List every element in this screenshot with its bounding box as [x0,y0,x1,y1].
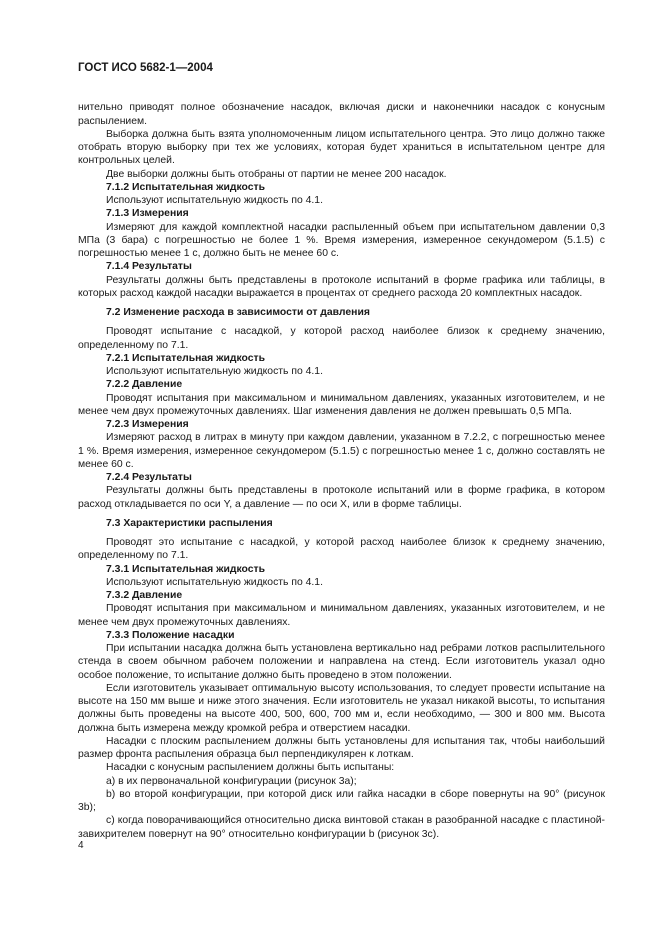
document-header: ГОСТ ИСО 5682-1—2004 [78,62,213,74]
subsection-heading: 7.3.3 Положение насадки [106,629,235,641]
subsection-heading: 7.2.3 Измерения [106,419,189,430]
subsection-heading: 7.3.2 Давление [106,590,183,601]
paragraph: Проводят испытание с насадкой, у которой расход наиболее близок к среднему значению, определенному по 7.1. [78,326,605,351]
paragraph: Результаты должны быть представлены в протоколе испытаний или в форме графика, в котором расход откладывается по оси Y, а давление — по оси X, или в форме таблицы. [78,485,605,510]
paragraph: нительно приводят полное обозначение насадок, включая диски и наконечники насадок с конусным распылением. [78,102,605,127]
page-number: 4 [78,840,84,851]
paragraph: При испытании насадка должна быть установлена вертикально над ребрами лотков распылительного стенда в своем обычном рабочем положении и направлена на стенд. Если изготовитель указал одно особое положение, то испытание должно быть проведено в этом положении. [78,643,605,681]
document-body [78,101,605,841]
paragraph: Используют испытательную жидкость по 4.1. [106,366,323,377]
subsection-heading: 7.1.4 Результаты [106,261,192,273]
paragraph: Насадки с конусным распылением должны быть испытаны: [106,762,395,774]
paragraph: b) во второй конфигурации, при которой диск или гайка насадки в сборе повернуты на 90° (рисунок 3b); [78,788,605,813]
subsection-heading: 7.2.2 Давление [106,379,183,391]
paragraph: Используют испытательную жидкость по 4.1. [106,576,323,588]
subsection-heading: 7.2.1 Испытательная жидкость [106,352,265,364]
paragraph: Используют испытательную жидкость по 4.1. [106,195,323,206]
document-page [78,62,605,841]
paragraph: Выборка должна быть взята уполномоченным лицом испытательного центра. Это лицо должно также отобрать вторую выборку при тех же условиях, которая будет храниться в испытательном центре для контрольных целей. [78,128,605,167]
paragraph: Измеряют для каждой комплектной насадки распыленный объем при испытательном давлении 0,3 МПа (3 бара) с погрешностью не более 1 %. Время измерения, измеренное секундомером (5.1.5) с погрешностью менее 1 с, должно быть не менее 60 с. [78,221,605,259]
paragraph: Если изготовитель указывает оптимальную высоту использования, то следует провести испытание на высоте на 150 мм выше и ниже этого значения. Если изготовитель не указал никакой высоты, то испытания должны быть проведены на высоте 400, 500, 600, 700 мм и, если необходимо, — 300 и 800 мм. Высота должна быть измерена между кромкой ребра и отверстием насадки. [78,682,605,734]
paragraph: Проводят испытания при максимальном и минимальном давлениях, указанных изготовителем, и не менее чем двух промежуточных давлениях. [78,603,605,628]
paragraph: Измеряют расход в литрах в минуту при каждом давлении, указанном в 7.2.2, с погрешностью менее 1 %. Время измерения, измеренное секундомером (5.1.5) с погрешностью менее 1 с, должно составлять не менее 60 с. [78,432,605,470]
paragraph: Две выборки должны быть отобраны от партии не менее 200 насадок. [106,168,447,180]
section-heading: 7.2 Изменение расхода в зависимости от давления [106,307,370,318]
paragraph: c) когда поворачивающийся относительно диска винтовой стакан в разобранной насадке с пластиной-завихрителем повернут на 90° относительно конфигурации b (рисунок 3c). [78,815,605,840]
paragraph: a) в их первоначальной конфигурации (рисунок 3а); [106,775,357,787]
subsection-heading: 7.2.4 Результаты [106,472,192,483]
section-heading: 7.3 Характеристики распыления [106,517,273,529]
paragraph: Результаты должны быть представлены в протоколе испытаний в форме графика или таблицы, в которых расход каждой насадки выражается в процентах от среднего расхода 20 комплектных насадок. [78,274,605,299]
subsection-heading: 7.1.3 Измерения [106,208,189,220]
paragraph: Насадки с плоским распылением должны быть установлены для испытания так, чтобы наибольший размер фронта распыления образца был перпендикулярен к лоткам. [78,735,605,760]
paragraph: Проводят испытания при максимальном и минимальном давлениях, указанных изготовителем, и не менее чем двух промежуточных давлениях. Шаг изменения давления не должен превышать 0,5 МПа. [78,392,605,417]
subsection-heading: 7.1.2 Испытательная жидкость [106,181,265,193]
paragraph: Проводят это испытание с насадкой, у которой расход наиболее близок к среднему значению, определенному по 7.1. [78,537,605,562]
subsection-heading: 7.3.1 Испытательная жидкость [106,563,265,575]
